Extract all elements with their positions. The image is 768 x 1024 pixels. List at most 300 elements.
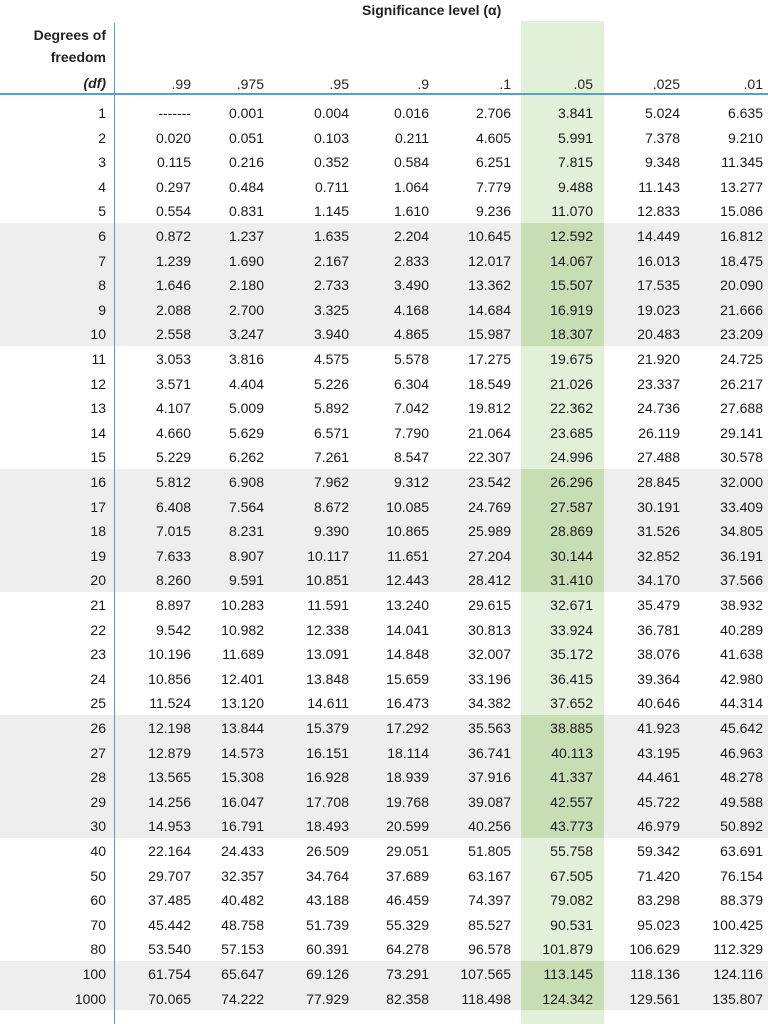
value-cell: 1.635: [313, 228, 349, 244]
value-cell: 90.531: [550, 916, 593, 933]
value-cell: 7.015: [155, 523, 191, 540]
value-cell: 46.963: [720, 744, 763, 761]
value-cell: 10.085: [386, 498, 429, 515]
value-cell: 5.226: [313, 375, 349, 392]
value-cell: 85.527: [468, 916, 511, 933]
value-cell: 13.844: [221, 720, 264, 736]
value-cell: 35.479: [637, 597, 680, 613]
value-cell: 30.144: [550, 547, 593, 564]
df-cell: 10: [90, 326, 106, 343]
value-cell: 18.307: [550, 326, 593, 343]
value-cell: 16.928: [306, 769, 349, 786]
value-cell: 7.790: [393, 424, 429, 441]
value-cell: 44.314: [720, 695, 763, 712]
value-cell: 6.908: [228, 474, 264, 490]
value-cell: 19.675: [550, 351, 593, 367]
df-cell: 14: [90, 424, 106, 441]
value-cell: 37.652: [550, 695, 593, 712]
value-cell: 5.229: [155, 449, 191, 466]
column-header-4: .9: [417, 76, 429, 92]
df-cell: 30: [90, 818, 106, 835]
value-cell: 32.852: [637, 547, 680, 564]
table-row: [0, 395, 768, 419]
value-cell: 13.848: [306, 670, 349, 687]
value-cell: 129.561: [629, 990, 680, 1007]
value-cell: 100.425: [712, 916, 763, 933]
value-cell: 11.689: [222, 646, 264, 663]
df-cell: 6: [98, 228, 106, 244]
value-cell: 6.408: [155, 498, 191, 515]
value-cell: 8.907: [228, 547, 264, 564]
table-row: [0, 125, 768, 149]
value-cell: 15.659: [386, 670, 429, 687]
value-cell: 14.041: [386, 621, 429, 638]
value-cell: 112.329: [713, 941, 763, 958]
value-cell: 45.722: [637, 793, 680, 810]
value-cell: 9.542: [155, 621, 191, 638]
table-row: [0, 223, 768, 247]
table-row: [0, 813, 768, 837]
value-cell: 5.991: [557, 129, 593, 146]
table-row: [0, 149, 768, 173]
df-cell: 11: [91, 351, 106, 367]
value-cell: 41.638: [720, 646, 763, 663]
value-cell: 9.236: [475, 203, 511, 220]
column-header-8: .01: [743, 76, 763, 92]
value-cell: 41.337: [550, 769, 593, 786]
value-cell: 16.919: [550, 301, 593, 318]
value-cell: 0.711: [315, 178, 349, 195]
table-row: [0, 617, 768, 641]
table-row: [0, 690, 768, 714]
value-cell: 7.378: [644, 129, 680, 146]
df-cell: 21: [90, 597, 106, 613]
value-cell: 20.483: [637, 326, 680, 343]
value-cell: 10.856: [148, 670, 191, 687]
value-cell: 8.547: [393, 449, 429, 466]
value-cell: 5.892: [313, 400, 349, 417]
value-cell: 57.153: [221, 941, 264, 958]
header-rule: [0, 93, 768, 95]
value-cell: 34.382: [468, 695, 511, 712]
value-cell: 124.342: [542, 990, 593, 1007]
value-cell: 0.872: [155, 228, 191, 244]
value-cell: 1.145: [313, 203, 349, 220]
value-cell: 16.151: [306, 744, 349, 761]
df-cell: 7: [98, 252, 106, 269]
value-cell: 74.222: [221, 990, 264, 1007]
value-cell: 95.023: [637, 916, 680, 933]
value-cell: 16.791: [221, 818, 264, 835]
value-cell: 11.070: [551, 203, 593, 220]
table-row: [0, 248, 768, 272]
value-cell: 118.136: [630, 966, 680, 982]
value-cell: 23.685: [550, 424, 593, 441]
value-cell: 4.404: [228, 375, 264, 392]
value-cell: 4.575: [313, 351, 349, 367]
value-cell: 2.706: [475, 105, 511, 121]
value-cell: 53.540: [148, 941, 191, 958]
value-cell: 0.051: [228, 129, 264, 146]
value-cell: 79.082: [550, 892, 593, 909]
value-cell: 26.296: [550, 474, 593, 490]
df-cell: 9: [98, 301, 106, 318]
value-cell: 1.064: [393, 178, 429, 195]
df-cell: 40: [90, 843, 106, 859]
df-cell: 25: [90, 695, 106, 712]
value-cell: 9.488: [557, 178, 593, 195]
value-cell: 3.325: [313, 301, 349, 318]
value-cell: 18.939: [386, 769, 429, 786]
value-cell: 35.172: [550, 646, 593, 663]
table-row: [0, 986, 768, 1010]
value-cell: 18.493: [306, 818, 349, 835]
value-cell: 12.338: [306, 621, 349, 638]
value-cell: 5.009: [228, 400, 264, 417]
value-cell: 6.251: [475, 154, 511, 171]
df-cell: 23: [90, 646, 106, 663]
value-cell: 106.629: [629, 941, 680, 958]
value-cell: 8.260: [155, 572, 191, 589]
value-cell: 14.953: [148, 818, 191, 835]
table-row: [0, 666, 768, 690]
value-cell: 60.391: [306, 941, 349, 958]
value-cell: 12.833: [637, 203, 680, 220]
value-cell: 32.357: [221, 867, 264, 884]
value-cell: 50.892: [720, 818, 763, 835]
table-row: [0, 715, 768, 739]
value-cell: 0.554: [155, 203, 191, 220]
value-cell: 3.940: [313, 326, 349, 343]
value-cell: 3.490: [393, 277, 429, 294]
df-cell: 13: [90, 400, 106, 417]
value-cell: 30.813: [468, 621, 511, 638]
table-row: [0, 321, 768, 345]
df-cell: 50: [90, 867, 106, 884]
value-cell: 0.020: [155, 129, 191, 146]
df-cell: 70: [90, 916, 106, 933]
table-row: [0, 100, 768, 124]
value-cell: 12.017: [468, 252, 511, 269]
df-cell: 28: [90, 769, 106, 786]
df-cell: 18: [90, 523, 106, 540]
df-cell: 20: [90, 572, 106, 589]
value-cell: 33.924: [550, 621, 593, 638]
value-cell: 51.805: [468, 843, 511, 859]
value-cell: 15.086: [720, 203, 763, 220]
value-cell: 7.633: [155, 547, 191, 564]
value-cell: 29.707: [148, 867, 191, 884]
value-cell: 0.831: [228, 203, 264, 220]
value-cell: 17.292: [386, 720, 429, 736]
value-cell: 24.769: [468, 498, 511, 515]
value-cell: 9.210: [727, 129, 763, 146]
value-cell: 8.897: [155, 597, 191, 613]
value-cell: 77.929: [306, 990, 349, 1007]
value-cell: 45.642: [720, 720, 763, 736]
value-cell: 6.304: [393, 375, 429, 392]
value-cell: 0.103: [313, 129, 349, 146]
value-cell: 21.064: [468, 424, 511, 441]
value-cell: 37.916: [468, 769, 511, 786]
value-cell: 18.475: [720, 252, 763, 269]
value-cell: 40.646: [637, 695, 680, 712]
value-cell: 7.962: [313, 474, 349, 490]
value-cell: 11.651: [387, 547, 429, 564]
df-cell: 24: [90, 670, 106, 687]
value-cell: 19.768: [386, 793, 429, 810]
value-cell: 43.195: [637, 744, 680, 761]
value-cell: 63.691: [720, 843, 763, 859]
column-header-1: .99: [171, 76, 191, 92]
value-cell: 27.488: [637, 449, 680, 466]
value-cell: 1.610: [393, 203, 429, 220]
value-cell: 20.090: [720, 277, 763, 294]
value-cell: 32.007: [468, 646, 511, 663]
value-cell: 0.115: [157, 154, 191, 171]
value-cell: 10.117: [307, 547, 349, 564]
value-cell: 21.026: [550, 375, 593, 392]
value-cell: 74.397: [468, 892, 511, 909]
value-cell: 13.565: [148, 769, 191, 786]
table-row: [0, 420, 768, 444]
value-cell: 3.816: [228, 351, 264, 367]
value-cell: 14.449: [637, 228, 680, 244]
value-cell: 12.879: [148, 744, 191, 761]
value-cell: 14.848: [386, 646, 429, 663]
value-cell: 107.565: [460, 966, 511, 982]
value-cell: 59.342: [637, 843, 680, 859]
value-cell: 21.666: [720, 301, 763, 318]
table-row: [0, 887, 768, 911]
df-cell: 27: [90, 744, 106, 761]
df-cell: 17: [90, 498, 106, 515]
table-row: [0, 272, 768, 296]
value-cell: 0.216: [228, 154, 264, 171]
value-cell: 16.047: [221, 793, 264, 810]
df-cell: 15: [90, 449, 106, 466]
value-cell: 13.091: [306, 646, 349, 663]
value-cell: 0.211: [395, 129, 429, 146]
value-cell: 65.647: [221, 966, 264, 982]
value-cell: 18.549: [468, 375, 511, 392]
value-cell: 39.087: [468, 793, 511, 810]
value-cell: 37.566: [720, 572, 763, 589]
value-cell: 6.262: [228, 449, 264, 466]
value-cell: 70.065: [148, 990, 191, 1007]
table-row: [0, 469, 768, 493]
value-cell: 1.690: [228, 252, 264, 269]
value-cell: 4.605: [475, 129, 511, 146]
value-cell: 22.307: [468, 449, 511, 466]
value-cell: 48.278: [720, 769, 763, 786]
value-cell: 23.337: [637, 375, 680, 392]
df-cell: 3: [98, 154, 106, 171]
df-cell: 2: [98, 129, 106, 146]
value-cell: 3.247: [228, 326, 264, 343]
value-cell: 30.191: [637, 498, 680, 515]
value-cell: 7.564: [228, 498, 264, 515]
value-cell: 17.708: [306, 793, 349, 810]
df-cell: 12: [90, 375, 106, 392]
value-cell: -------: [158, 105, 191, 121]
value-cell: 3.053: [155, 351, 191, 367]
column-header-5: .1: [499, 76, 511, 92]
value-cell: 14.067: [550, 252, 593, 269]
value-cell: 13.240: [386, 597, 429, 613]
value-cell: 30.578: [720, 449, 763, 466]
value-cell: 43.188: [306, 892, 349, 909]
value-cell: 6.571: [313, 424, 349, 441]
value-cell: 0.484: [228, 178, 264, 195]
value-cell: 24.736: [637, 400, 680, 417]
table-row: [0, 641, 768, 665]
value-cell: 17.535: [637, 277, 680, 294]
significance-level-header: Significance level (α): [362, 2, 502, 18]
value-cell: 135.807: [712, 990, 763, 1007]
value-cell: 14.684: [468, 301, 511, 318]
value-cell: 48.758: [221, 916, 264, 933]
value-cell: 5.024: [644, 105, 680, 121]
value-cell: 31.410: [550, 572, 593, 589]
value-cell: 36.741: [468, 744, 511, 761]
value-cell: 5.812: [155, 474, 191, 490]
value-cell: 24.996: [550, 449, 593, 466]
value-cell: 46.459: [386, 892, 429, 909]
table-row: [0, 838, 768, 862]
value-cell: 14.611: [307, 695, 349, 712]
value-cell: 71.420: [637, 867, 680, 884]
value-cell: 63.167: [468, 867, 511, 884]
value-cell: 29.141: [720, 424, 763, 441]
value-cell: 26.217: [720, 375, 763, 392]
value-cell: 12.198: [148, 720, 191, 736]
value-cell: 64.278: [386, 941, 429, 958]
value-cell: 1.239: [155, 252, 191, 269]
value-cell: 83.298: [637, 892, 680, 909]
value-cell: 61.754: [148, 966, 191, 982]
value-cell: 43.773: [550, 818, 593, 835]
value-cell: 40.482: [221, 892, 264, 909]
value-cell: 28.412: [468, 572, 511, 589]
value-cell: 0.352: [313, 154, 349, 171]
value-cell: 21.920: [637, 351, 680, 367]
value-cell: 4.168: [393, 301, 429, 318]
value-cell: 33.196: [468, 670, 511, 687]
value-cell: 28.845: [637, 474, 680, 490]
value-cell: 18.114: [387, 744, 429, 761]
df-cell: 100: [82, 966, 106, 982]
table-row: [0, 543, 768, 567]
value-cell: 88.379: [720, 892, 763, 909]
value-cell: 34.805: [720, 523, 763, 540]
value-cell: 23.542: [468, 474, 511, 490]
value-cell: 11.524: [149, 695, 191, 712]
df-cell: 1: [98, 105, 106, 121]
value-cell: 15.379: [306, 720, 349, 736]
value-cell: 3.841: [557, 105, 593, 121]
column-header-7: .025: [652, 76, 680, 92]
value-cell: 11.345: [721, 154, 763, 171]
table-row: [0, 789, 768, 813]
value-cell: 36.781: [637, 621, 680, 638]
value-cell: 113.145: [543, 966, 593, 982]
value-cell: 73.291: [386, 966, 429, 982]
df-cell: 80: [90, 941, 106, 958]
value-cell: 1.646: [155, 277, 191, 294]
value-cell: 26.119: [638, 424, 680, 441]
df-cell: 22: [90, 621, 106, 638]
value-cell: 20.599: [386, 818, 429, 835]
value-cell: 34.170: [637, 572, 680, 589]
value-cell: 7.261: [313, 449, 349, 466]
value-cell: 39.364: [637, 670, 680, 687]
value-cell: 5.578: [393, 351, 429, 367]
value-cell: 7.042: [393, 400, 429, 417]
value-cell: 10.865: [386, 523, 429, 540]
value-cell: 15.507: [550, 277, 593, 294]
df-label-line-1: Degrees of: [33, 27, 106, 43]
value-cell: 9.390: [313, 523, 349, 540]
table-row: [0, 567, 768, 591]
value-cell: 42.557: [550, 793, 593, 810]
value-cell: 16.013: [637, 252, 680, 269]
value-cell: 35.563: [468, 720, 511, 736]
value-cell: 28.869: [550, 523, 593, 540]
value-cell: 42.980: [720, 670, 763, 687]
value-cell: 1.237: [228, 228, 264, 244]
value-cell: 24.725: [720, 351, 763, 367]
column-header-2: .975: [236, 76, 264, 92]
value-cell: 15.308: [221, 769, 264, 786]
column-header-6: .05: [573, 76, 593, 92]
value-cell: 0.016: [393, 105, 429, 121]
value-cell: 34.764: [306, 867, 349, 884]
df-label-line-3: (df): [83, 75, 106, 91]
value-cell: 2.180: [228, 277, 264, 294]
value-cell: 4.660: [155, 424, 191, 441]
table-row: [0, 297, 768, 321]
value-cell: 26.509: [306, 843, 349, 859]
value-cell: 76.154: [720, 867, 763, 884]
value-cell: 13.277: [720, 178, 763, 195]
value-cell: 4.865: [393, 326, 429, 343]
df-label-line-2: freedom: [50, 49, 106, 65]
table-row: [0, 961, 768, 985]
value-cell: 0.001: [228, 105, 264, 121]
value-cell: 2.088: [155, 301, 191, 318]
value-cell: 118.498: [461, 990, 511, 1007]
df-cell: 60: [90, 892, 106, 909]
value-cell: 49.588: [720, 793, 763, 810]
value-cell: 0.584: [393, 154, 429, 171]
value-cell: 67.505: [550, 867, 593, 884]
df-cell: 29: [90, 793, 106, 810]
value-cell: 3.571: [155, 375, 191, 392]
value-cell: 45.442: [148, 916, 191, 933]
value-cell: 38.076: [637, 646, 680, 663]
value-cell: 15.987: [468, 326, 511, 343]
value-cell: 10.982: [221, 621, 264, 638]
value-cell: 55.329: [386, 916, 429, 933]
value-cell: 12.592: [550, 228, 593, 244]
value-cell: 27.204: [468, 547, 511, 564]
value-cell: 46.979: [637, 818, 680, 835]
value-cell: 6.635: [727, 105, 763, 121]
value-cell: 2.167: [313, 252, 349, 269]
value-cell: 24.433: [221, 843, 264, 859]
value-cell: 7.779: [475, 178, 511, 195]
